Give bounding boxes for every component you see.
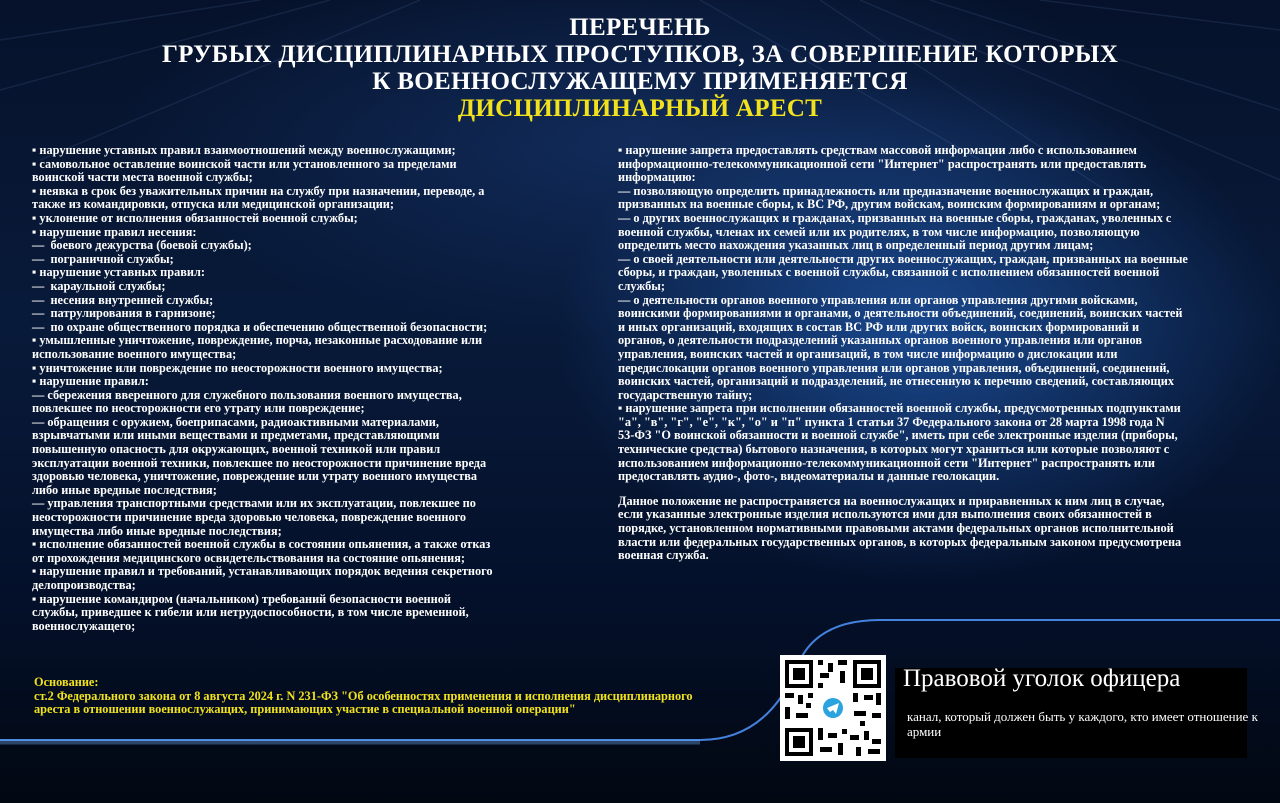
list-item: — боевого дежурства (боевой службы); <box>32 238 252 253</box>
header-subtitle-1: ГРУБЫХ ДИСЦИПЛИНАРНЫХ ПРОСТУПКОВ, ЗА СОВЕРШЕНИЕ КОТОРЫХ <box>161 41 1119 68</box>
list-item: ▪ неявка в срок без уважительных причин на службу при назначении, переводе, а также из командировки, отпуска или медицинской организации; <box>32 183 485 212</box>
list-item: ▪ уничтожение или повреждение по неосторожности военного имущества; <box>32 360 443 375</box>
list-item: ▪ нарушение уставных правил взаимоотношений между военнослужащими; <box>32 143 456 157</box>
list-item: ▪ нарушение правил: <box>32 374 149 389</box>
list-item: ▪ умышленные уничтожение, повреждение, порча, незаконные расходование или использование военного имущества; <box>32 333 483 361</box>
list-item: ▪ нарушение запрета при исполнении обязанностей военной службы, предусмотренных подпунктами "а", "в", "г", "е", "к", "о" и "п" пункта 1 статьи 37 Федерального закона от 28 марта 1998 года N 53-ФЗ "О воинской обязанности и военной службе", иметь при себе электронные изделия (приборы, технические средства) бытового назначения, в которых могут храниться или которые позволяют с использованием информационно-телекоммуникационной сети "Интернет" распространять или предоставлять аудио-, фото-, видеоматериалы и данные геолокации. <box>618 401 1181 484</box>
list-item: ▪ нарушение правил несения: <box>32 224 197 239</box>
list-item: ▪ нарушение правил и требований, устанавливающих порядок ведения секретного делопроизводства; <box>32 564 493 592</box>
list-item: — сбережения вверенного для служебного пользования военного имущества, повлекшее по неосторожности его утрату или повреждение; <box>32 387 462 416</box>
qr-code[interactable] <box>780 655 886 761</box>
list-item: — о своей деятельности или деятельности других военнослужащих, граждан, призванных на военные сборы, и граждан, уволенных с военной службы, связанной с исполнением обязанностей военной службы; <box>618 251 1188 293</box>
list-item: ▪ уклонение от исполнения обязанностей военной службы; <box>32 210 358 225</box>
list-item: ▪ самовольное оставление воинской части или установленного за пределами воинской части места военной службы; <box>32 156 457 185</box>
basis-label: Основание: <box>34 675 99 689</box>
list-item: — обращения с оружием, боеприпасами, радиоактивными материалами, взрывчатыми или иными веществами и предметами, представляющими повышенную опасность для окружающих, военной техникой или правил эксплуатации военной техники, повлекшее по неосторожности причинение вреда здоровью человека, уничтожение, повреждение или утрату военного имущества либо иные вредные последствия; <box>32 414 487 497</box>
exception-note: Данное положение не распространяется на военнослужащих и приравненных к ним лиц в случае, если указанные электронные изделия используются ими для выполнения своих обязанностей в порядке, установленном нормативными правовыми актами федеральных органов исполнительной власти или федеральных государственных органов, в которых федеральным законом предусмотрена военная служба. <box>618 493 1182 563</box>
right-items-list <box>618 144 1268 484</box>
list-item: — несения внутренней службы; <box>32 292 214 307</box>
header-highlight: ДИСЦИПЛИНАРНЫЙ АРЕСТ <box>457 95 823 122</box>
qr-code-pattern <box>780 655 886 761</box>
list-item: ▪ нарушение запрета предоставлять средствам массовой информации либо с использованием информационно-телекоммуникационной сети "Интернет" распространять или предоставлять информацию: <box>618 143 1147 185</box>
list-item: — пограничной службы; <box>32 251 174 266</box>
list-item: — патрулирования в гарнизоне; <box>32 306 216 321</box>
page-header <box>0 14 1280 122</box>
right-column <box>618 144 1268 563</box>
list-item: — караульной службы; <box>32 278 166 293</box>
list-item: ▪ нарушение уставных правил: <box>32 265 205 280</box>
left-column <box>32 144 592 633</box>
header-title: ПЕРЕЧЕНЬ <box>569 14 711 41</box>
list-item: — по охране общественного порядка и обеспечению общественной безопасности; <box>32 319 488 334</box>
list-item: ▪ исполнение обязанностей военной службы в состоянии опьянения, а также отказ от прохождения медицинского освидетельствования на состояние опьянения; <box>32 537 491 565</box>
list-item: — о других военнослужащих и гражданах, призванных на военные сборы, гражданах, уволенных с военной службы, членах их семей или их родителях, в том числе информацию, позволяющую определить место нахождения указанных лиц в определенный период другим лицам; <box>618 210 1172 253</box>
list-item: — управления транспортными средствами или их эксплуатации, повлекшее по неосторожности причинение вреда здоровью человека, повреждение военного имущества либо иные вредные последствия; <box>32 496 476 538</box>
list-item: — о деятельности органов военного управления или органов управления другими войсками, воинскими формированиями и органами, о деятельности объединений, соединений, воинских частей и иных организаций, входящих в состав ВС РФ или других войск, воинских формирований и органов, о деятельности подразделений указанных органов военного управления или органов управления, воинских частей и организаций, в том числе информацию о дислокации или передислокации органов военного управления или органов управления, объединений, соединений, воинских частей, организаций и подразделений, не отнесенную к перечню сведений, составляющих государственную тайну; <box>618 292 1183 402</box>
channel-title[interactable]: Правовой уголок офицера <box>903 665 1181 692</box>
list-item: — позволяющую определить принадлежность или предназначение военнослужащих и граждан, призванных на военные сборы, к ВС РФ, другим войскам, воинским формированиям и органам; <box>618 183 1161 212</box>
legal-basis <box>34 676 694 717</box>
channel-description: канал, который должен быть у каждого, кто имеет отношение к армии <box>907 709 1258 739</box>
basis-text: ст.2 Федерального закона от 8 августа 2024 г. N 231-ФЗ "Об особенностях применения и исполнения дисциплинарного ареста в отношении военнослужащих, принимающих участие в специальной военной операции" <box>34 688 693 717</box>
list-item: ▪ нарушение командиром (начальником) требований безопасности военной службы, приведшее к гибели или нетрудоспособности, в том числе временной, военнослужащего; <box>32 591 469 633</box>
header-subtitle-2: К ВОЕННОСЛУЖАЩЕМУ ПРИМЕНЯЕТСЯ <box>372 68 908 95</box>
